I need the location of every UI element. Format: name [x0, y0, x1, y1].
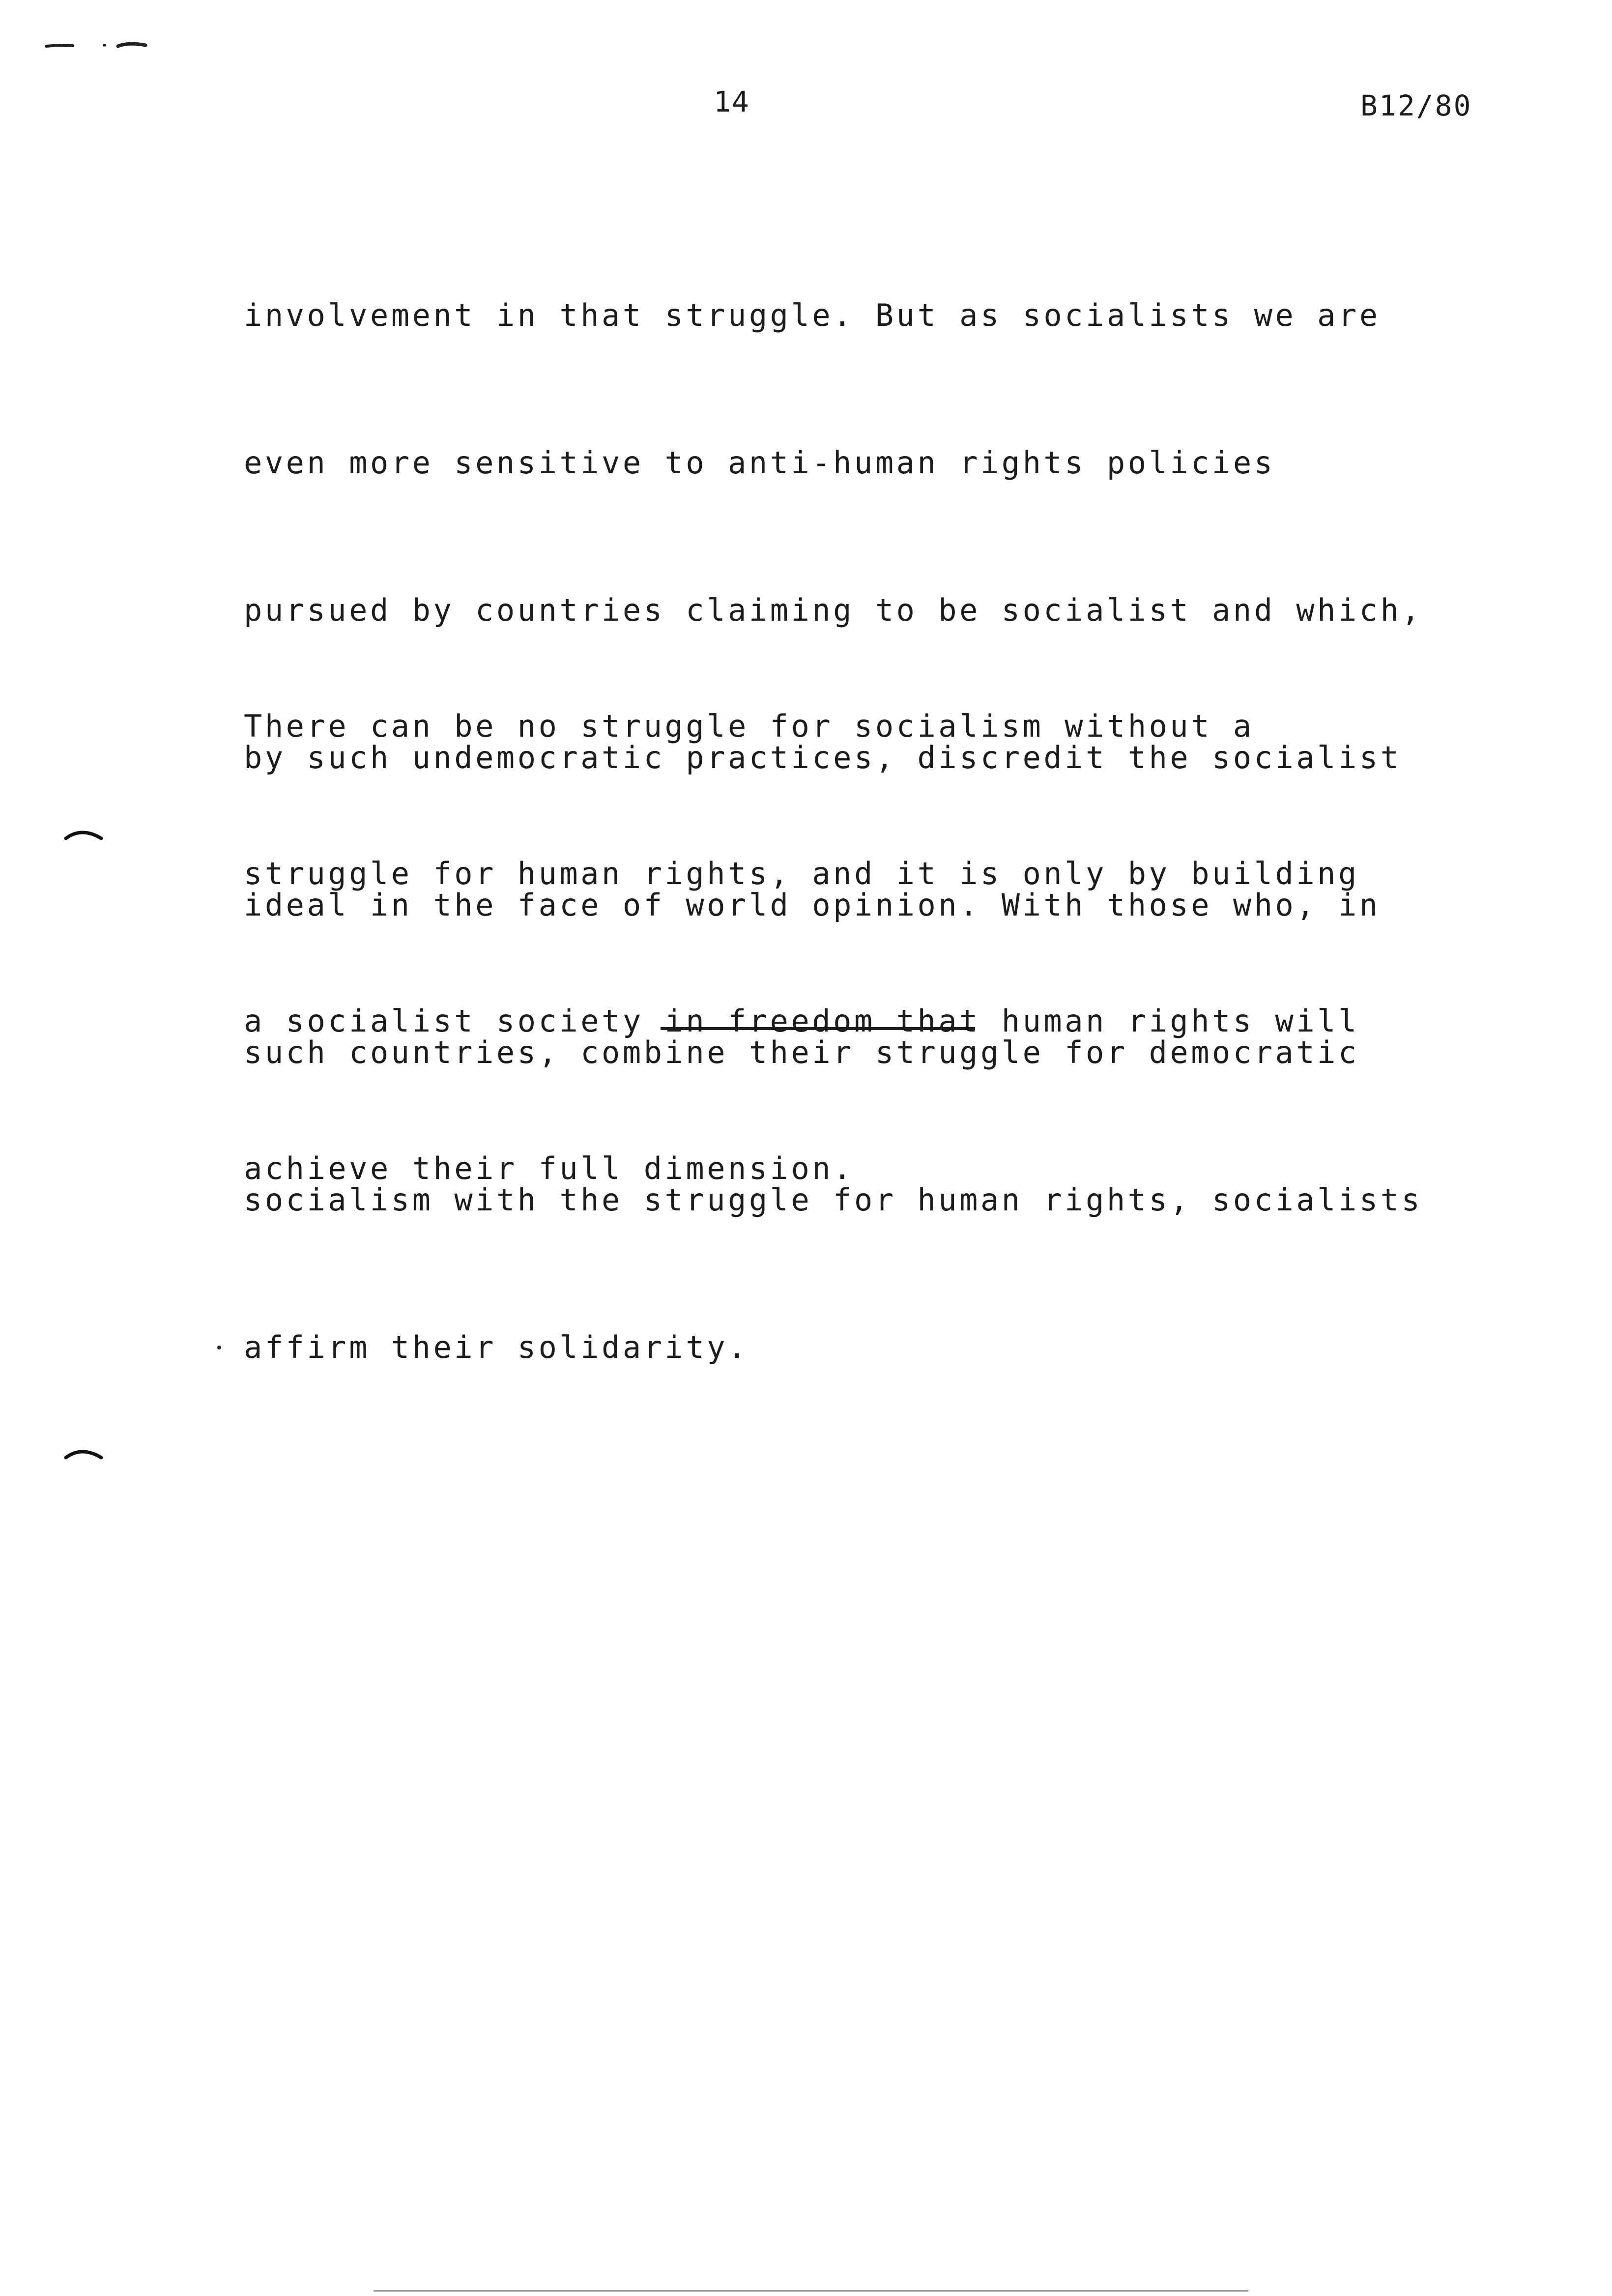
- text-line: pursued by countries claiming to be socialist and which,: [244, 592, 1423, 628]
- document-reference: B12/80: [1360, 89, 1472, 122]
- scan-mark-top-left: [44, 38, 152, 53]
- speck-mark: [216, 1345, 222, 1350]
- text-line: socialism with the struggle for human rights, socialists: [244, 1182, 1423, 1218]
- scan-bottom-edge: [374, 2290, 1248, 2292]
- text-line: struggle for human rights, and it is only by building: [244, 856, 1359, 891]
- text-line: a socialist society in freedom that human rights will: [244, 1003, 1359, 1039]
- text-line: achieve their full dimension.: [244, 1150, 854, 1186]
- text-line: such countries, combine their struggle for democratic: [244, 1034, 1359, 1070]
- text-line: ideal in the face of world opinion. With those who, in: [244, 887, 1381, 923]
- text-line: involvement in that struggle. But as socialists we are: [244, 297, 1381, 333]
- punch-hole-mark-lower: [64, 1445, 103, 1464]
- punch-hole-mark-upper: [64, 826, 103, 845]
- page-number: 14: [714, 85, 750, 118]
- text-line: There can be no struggle for socialism without a: [244, 708, 1254, 744]
- paragraph-2: [244, 603, 1423, 1292]
- end-rule: [661, 1027, 975, 1030]
- text-line: by such undemocratic practices, discredit the socialist: [244, 740, 1402, 775]
- text-line: even more sensitive to anti-human rights policies: [244, 445, 1275, 481]
- text-line: affirm their solidarity.: [244, 1329, 749, 1365]
